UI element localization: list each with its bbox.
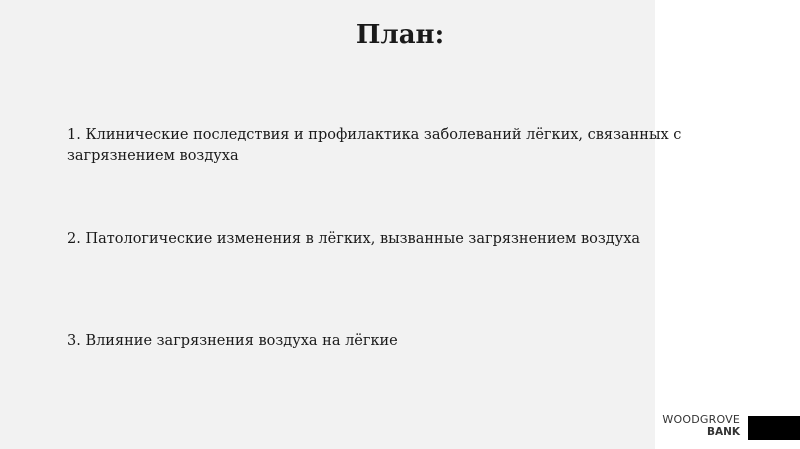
plan-item-1: 1. Клинические последствия и профилактика заболеваний лёгких, связанных с загрязнением воздуха <box>67 127 682 164</box>
logo-text-line1: WOODGROVE <box>662 413 740 426</box>
slide-title: План: <box>355 20 445 50</box>
plan-item-3: 3. Влияние загрязнения воздуха на лёгкие <box>67 333 398 349</box>
plan-item-2: 2. Патологические изменения в лёгких, вызванные загрязнением воздуха <box>67 231 641 247</box>
woodgrove-bank-logo <box>658 414 740 438</box>
logo-black-block <box>748 416 800 440</box>
logo-text-line2: BANK <box>706 426 740 438</box>
